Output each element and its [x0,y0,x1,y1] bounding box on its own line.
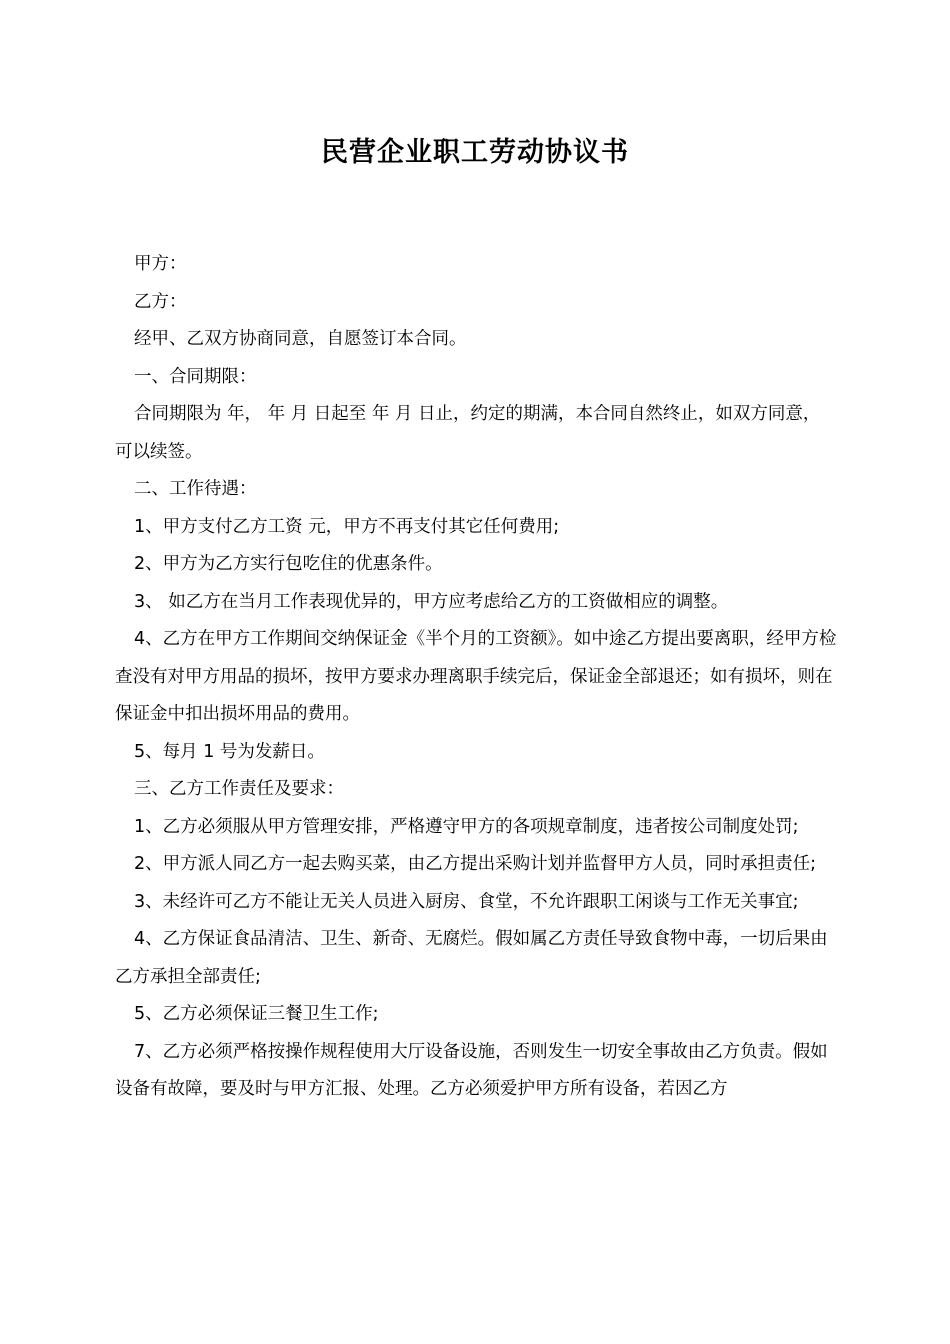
duty-clause-4: 4、乙方保证食品清洁、卫生、新奇、无腐烂。假如属乙方责任导致食物中毒，一切后果由乙方承担全部责任; [115,929,828,987]
duty-clause-5: 5、乙方必须保证三餐卫生工作; [134,1004,379,1024]
document-title: 民营企业职工劳动协议书 [321,137,629,168]
duty-clause-2: 2、甲方派人同乙方一起去购买菜，由乙方提出采购计划并监督甲方人员，同时承担责任; [134,854,817,874]
duty-clause-1: 1、乙方必须服从甲方管理安排，严格遵守甲方的各项规章制度，违者按公司制度处罚; [134,816,799,837]
pay-clause-3: 3、 如乙方在当月工作表现优异的，甲方应考虑给乙方的工资做相应的调整。 [134,591,729,612]
term-clause: 合同期限为 年， 年 月 日起至 年 月 日止，约定的期满，本合同自然终止，如双方同意，可以续签。 [115,404,821,462]
section-heading-pay: 二、工作待遇： [134,479,257,499]
duty-clause-7: 7、乙方必须严格按操作规程使用大厅设备设施，否则发生一切安全事故由乙方负责。假如设备有故障，要及时与甲方汇报、处理。乙方必须爱护甲方所有设备，若因乙方 [115,1041,828,1099]
agreement-intro: 经甲、乙双方协商同意，自愿签订本合同。 [134,329,467,349]
pay-clause-4: 4、乙方在甲方工作期间交纳保证金《半个月的工资额》。如中途乙方提出要离职，经甲方检查没有对甲方用品的损坏，按甲方要求办理离职手续完后，保证金全部退还；如有损坏，则在保证金中扣出损坏用品的费用。 [115,629,837,724]
section-heading-duties: 三、乙方工作责任及要求： [134,779,344,799]
pay-clause-2: 2、甲方为乙方实行包吃住的优惠条件。 [134,554,443,574]
duty-clause-3: 3、未经许可乙方不能让无关人员进入厨房、食堂，不允许跟职工闲谈与工作无关事宜; [134,891,799,912]
party-b-line: 乙方： [134,291,187,312]
pay-clause-5: 5、每月 1 号为发薪日。 [134,741,325,762]
section-heading-term: 一、合同期限： [134,366,257,387]
document-body [115,246,837,1109]
party-a-line: 甲方： [134,254,187,274]
pay-clause-1: 1、甲方支付乙方工资 元，甲方不再支付其它任何费用; [134,516,560,537]
